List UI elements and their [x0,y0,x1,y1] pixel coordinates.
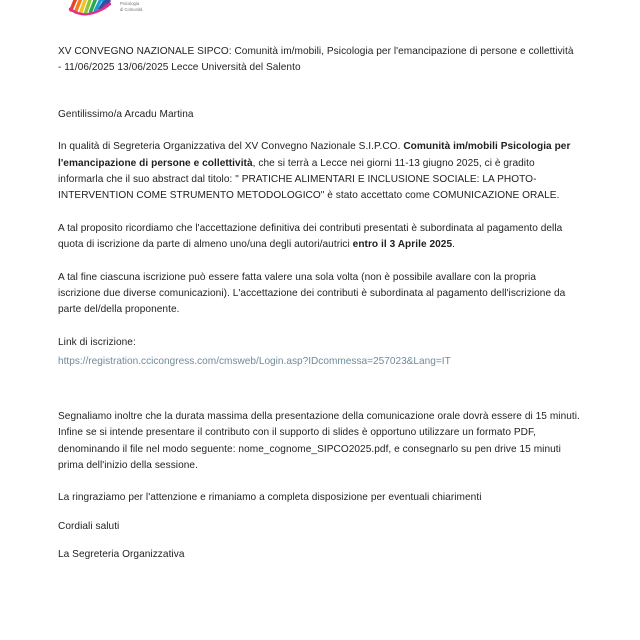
paragraph-presentation-rules: Segnaliamo inoltre che la durata massima della presentazione della comunicazione orale dovrà essere di 15 minuti. Infine se si intende presentare il contributo con il supporto di slides è opportuno utilizzare un formato PDF, denominando il file nel modo seguente: nome_cognome_SIPCO2025.pdf, e consegnarlo su pen drive 15 minuti prima dell'inizio della sessione. [58,410,580,471]
paragraph-payment-deadline [58,221,580,254]
email-body [58,44,580,564]
sipco-logo [66,0,170,22]
subject-line-1: XV CONVEGNO NAZIONALE SIPCO: Comunità im/mobili, Psicologia per l'emancipazione di persone e [58,46,526,57]
logo-band [0,0,640,22]
subject-line [58,44,578,77]
paragraph-acceptance-seg2: , che si terrà a Lecce nei giorni 11-13 giugno 2025, ci è gradito informarla che il suo abstract dal titolo: " PRATICHE ALIMENTARI E INCLUSIONE SOCIALE: LA PHOTO-INTERVENTION COME STRUMENTO METODOLOGICO" è stato accettato come COMUNICAZIONE ORALE. [58,157,560,202]
greeting: Gentilissimo/a Arcadu Martina [58,108,194,120]
logo-wordmark [120,0,151,12]
paragraph-single-registration: A tal fine ciascuna iscrizione può essere fatta valere una sola volta (non è possibile avallare con la propria iscrizione due diverse comunicazioni). L'accettazione dei contributi è subordinata al pagamento dell'iscrizione da parte del/della proponente. [58,271,566,316]
closing-thanks: La ringraziamo per l'attenzione e rimaniamo a completa disposizione per eventuali chiarimenti [58,492,482,504]
paragraph-payment-seg2: . [452,239,455,251]
logo-text-line-2: Psicologia [120,1,140,7]
paragraph-payment-seg1: A tal proposito ricordiamo che l'accettazione definitiva dei contributi presentati è subordinata al pagamento della quota di iscrizione da parte di almeno uno/una degli autori/autrici [58,222,563,251]
registration-link[interactable]: https://registration.ccicongress.com/cmsweb/Login.asp?IDcommessa=257023&Lang=IT [58,356,451,368]
registration-link-label: Link di iscrizione: [58,336,136,348]
closing-signature: La Segreteria Organizzativa [58,549,185,561]
logo-text-line-3: di Comunità [120,6,143,12]
paragraph-acceptance-seg1: In qualità di Segreteria Organizzativa del XV Convegno Nazionale S.I.P.CO. [58,141,404,153]
sipco-logo-mark [66,0,116,21]
paragraph-acceptance-bold: Comunità im/mobili Psicologia per l'emancipazione di persone e collettività [58,141,571,169]
closing-regards: Cordiali saluti [58,520,120,532]
paragraph-acceptance [58,139,580,205]
subject-line-2: collettività - 11/06/2025 13/06/2025 Lecce Università del Salento [58,46,574,74]
paragraph-payment-bold-deadline: entro il 3 Aprile 2025 [352,239,453,251]
